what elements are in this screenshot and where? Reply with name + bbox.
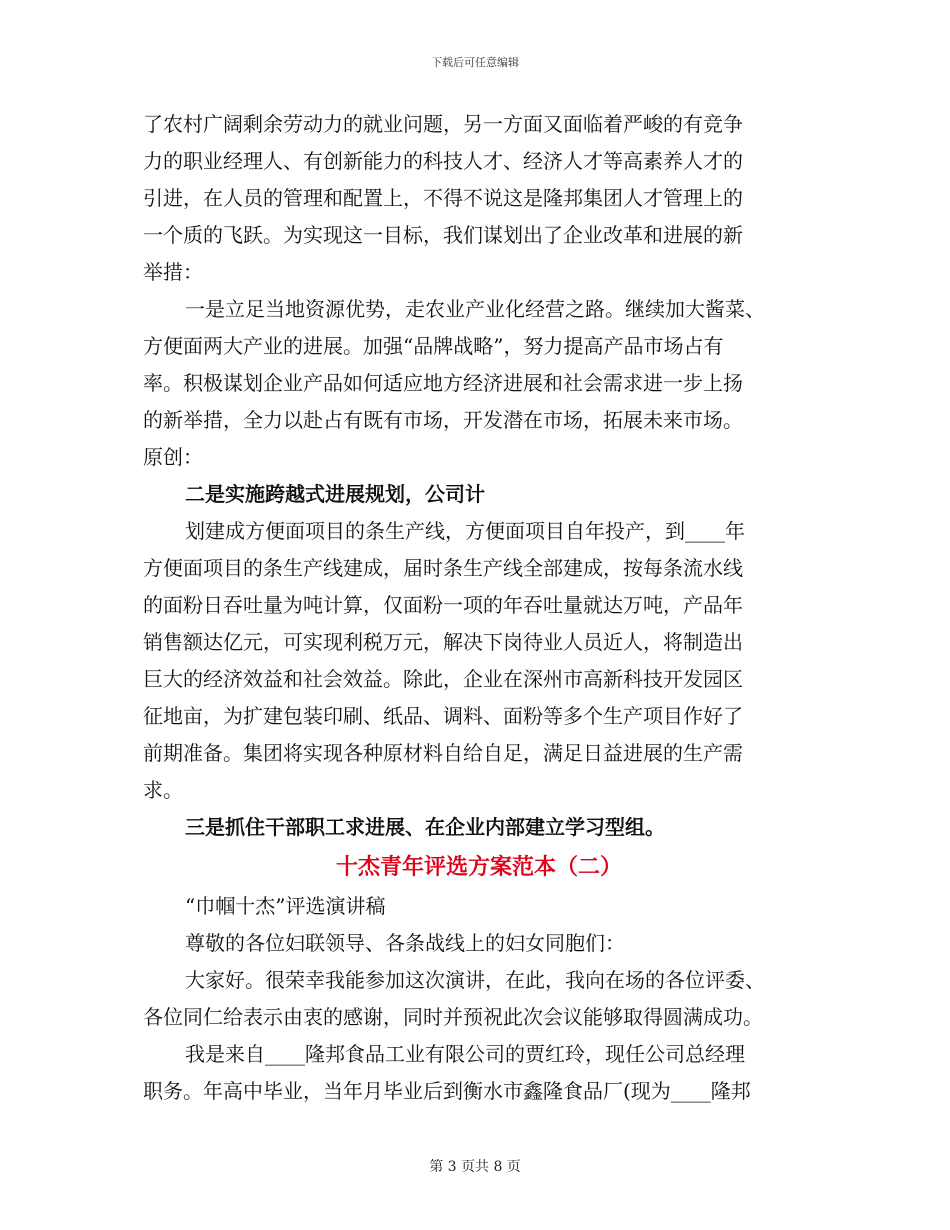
paragraph-line: 求。 xyxy=(143,778,183,802)
paragraph-line: “巾帼十杰”评选演讲稿 xyxy=(185,894,386,918)
paragraph-line: 销售额达亿元，可实现利税万元，解决下岗待业人员近人，将制造出 xyxy=(143,630,743,654)
page-footer: 第 3 页共 8 页 xyxy=(429,1159,521,1175)
paragraph-line: 了农村广阔剩余劳动力的就业问题，另一方面又面临着严峻的有竞争 xyxy=(143,112,743,136)
paragraph-line: 大家好。很荣幸我能参加这次演讲，在此，我向在场的各位评委、 xyxy=(185,968,765,992)
paragraph-line: 率。积极谋划企业产品如何适应地方经济进展和社会需求进一步上扬 xyxy=(143,371,743,395)
section-heading: 三是抓住干部职工求进展、在企业内部建立学习型组。 xyxy=(185,815,665,839)
paragraph-line: 的新举措，全力以赴占有既有市场，开发潜在市场，拓展未来市场。 xyxy=(143,408,743,432)
paragraph-line: 举措： xyxy=(143,260,203,284)
paragraph-line: 原创： xyxy=(143,445,203,469)
document-body xyxy=(143,106,815,1110)
document-title: 十杰青年评选方案范本（二） xyxy=(335,854,622,880)
paragraph-line: 力的职业经理人、有创新能力的科技人才、经济人才等高素养人才的 xyxy=(143,149,743,173)
paragraph-line: 划建成方便面项目的条生产线，方便面项目自年投产，到____年 xyxy=(185,519,745,543)
section-heading: 二是实施跨越式进展规划，公司计 xyxy=(185,482,485,506)
paragraph-line: 一个质的飞跃。为实现这一目标，我们谋划出了企业改革和进展的新 xyxy=(143,223,743,247)
paragraph-line: 方便面两大产业的进展。加强“品牌战略”，努力提高产品市场占有 xyxy=(143,334,724,358)
paragraph-line: 尊敬的各位妇联领导、各条战线上的妇女同胞们： xyxy=(185,931,625,955)
paragraph-line: 前期准备。集团将实现各种原材料自给自足，满足日益进展的生产需 xyxy=(143,741,743,765)
paragraph-line: 各位同仁给表示由衷的感谢，同时并预祝此次会议能够取得圆满成功。 xyxy=(143,1005,763,1029)
paragraph-line: 方便面项目的条生产线建成，届时条生产线全部建成，按每条流水线 xyxy=(143,556,743,580)
paragraph-line: 我是来自____隆邦食品工业有限公司的贾红玲，现任公司总经理 xyxy=(185,1042,745,1066)
paragraph-line: 征地亩，为扩建包装印刷、纸品、调料、面粉等多个生产项目作好了 xyxy=(143,704,743,728)
page-header: 下载后可任意编辑 xyxy=(431,56,519,69)
paragraph-line: 引进，在人员的管理和配置上，不得不说这是隆邦集团人才管理上的 xyxy=(143,186,743,210)
paragraph-line: 巨大的经济效益和社会效益。除此，企业在深州市高新科技开发园区 xyxy=(143,667,743,691)
paragraph-line: 的面粉日吞吐量为吨计算，仅面粉一项的年吞吐量就达万吨，产品年 xyxy=(143,593,743,617)
paragraph-line: 一是立足当地资源优势，走农业产业化经营之路。继续加大酱菜、 xyxy=(185,297,765,321)
paragraph-line: 职务。年高中毕业，当年月毕业后到衡水市鑫隆食品厂(现为____隆邦 xyxy=(143,1079,751,1103)
